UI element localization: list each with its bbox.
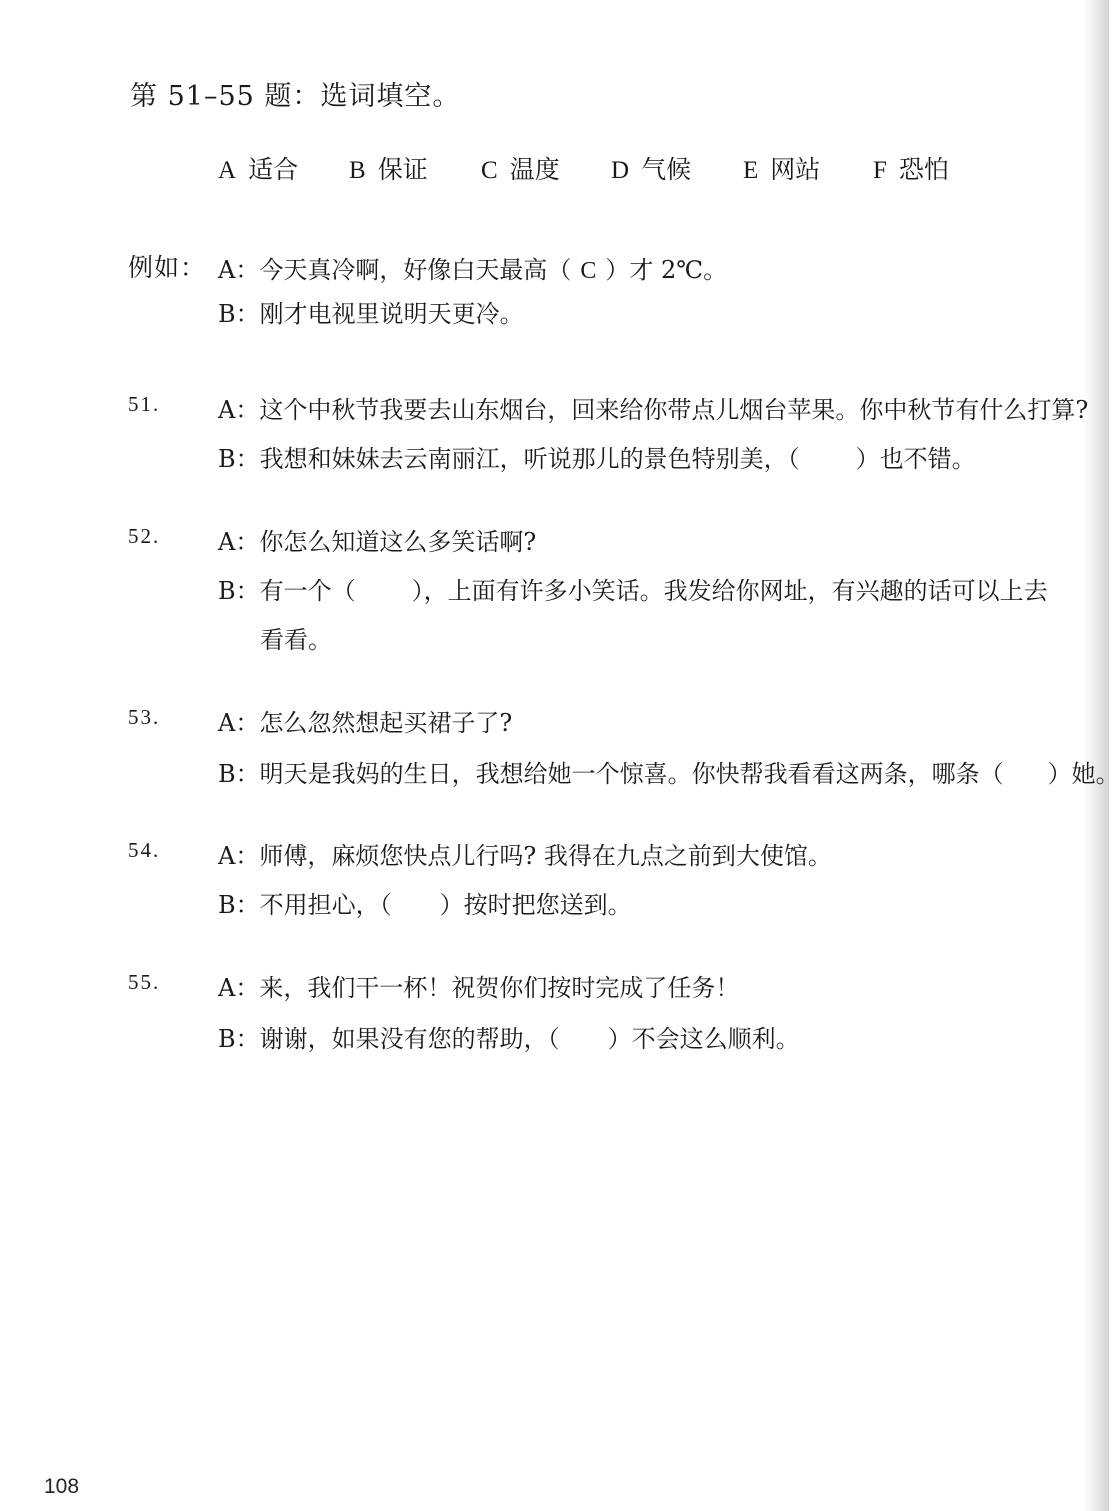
question-b-text-end: ）不会这么顺利。 <box>607 1025 800 1053</box>
option-b <box>349 150 428 186</box>
example-line-a <box>218 250 727 285</box>
option-letter: C <box>481 157 498 184</box>
example-a-text-end: ）才 2℃。 <box>605 256 728 284</box>
question-line-a: A：你怎么知道这么多笑话啊? <box>218 528 537 556</box>
question-line-b-cont: 看看。 <box>260 626 332 654</box>
question-line-b <box>218 571 1048 606</box>
option-word: 保证 <box>377 155 428 184</box>
option-c <box>481 150 560 186</box>
option-word: 网站 <box>770 155 821 184</box>
option-f <box>873 150 949 186</box>
example-line-b: B：刚才电视里说明天更冷。 <box>218 300 524 328</box>
question-line-b <box>218 439 976 474</box>
question-b-text-end: ），上面有许多小笑话。我发给你网址，有兴趣的话可以上去 <box>411 577 1048 605</box>
option-letter: D <box>611 157 630 184</box>
question-number: 51. <box>128 392 161 416</box>
option-a <box>218 150 298 186</box>
option-letter: A <box>218 157 237 184</box>
option-word: 温度 <box>509 155 560 184</box>
question-line-b <box>218 754 1120 789</box>
question-b-text-end: ）也不错。 <box>855 445 976 473</box>
question-b-text: B：明天是我妈的生日，我想给她一个惊喜。你快帮我看看这两条，哪条（ <box>218 760 1004 788</box>
option-letter: B <box>349 157 366 184</box>
example-a-text: A：今天真冷啊，好像白天最高（ <box>218 256 572 284</box>
example-label: 例如： <box>128 253 207 282</box>
question-b-text: B：不用担心，（ <box>218 891 392 919</box>
question-line-b <box>218 885 632 920</box>
question-number: 53. <box>128 705 161 729</box>
option-letter: F <box>873 157 887 184</box>
question-number: 55. <box>128 970 161 994</box>
question-line-a: A：这个中秋节我要去山东烟台，回来给你带点儿烟台苹果。你中秋节有什么打算? <box>218 396 1089 424</box>
question-number: 52. <box>128 524 161 548</box>
word-options <box>0 150 1109 190</box>
question-line-a: A：来，我们干一杯！祝贺你们按时完成了任务！ <box>218 974 740 1002</box>
question-line-b <box>218 1019 800 1054</box>
option-e <box>743 150 820 186</box>
section-title: 第 51–55 题：选词填空。 <box>130 81 461 112</box>
option-word: 气候 <box>641 155 692 184</box>
question-line-a: A：怎么忽然想起买裙子了? <box>218 709 513 737</box>
example-answer: C <box>580 258 597 284</box>
question-b-text: B：有一个（ <box>218 577 356 605</box>
question-b-text-end: ）按时把您送到。 <box>439 891 632 919</box>
option-word: 适合 <box>248 155 299 184</box>
option-d <box>611 150 691 186</box>
question-b-text-end: ）她。 <box>1047 760 1120 788</box>
page-number: 108 <box>44 1475 80 1498</box>
option-letter: E <box>743 157 759 184</box>
option-word: 恐怕 <box>898 155 949 184</box>
question-number: 54. <box>128 838 161 862</box>
question-b-text: B：我想和妹妹去云南丽江，听说那儿的景色特别美，（ <box>218 445 800 473</box>
question-line-a: A：师傅，麻烦您快点儿行吗? 我得在九点之前到大使馆。 <box>218 842 832 870</box>
question-b-text: B：谢谢，如果没有您的帮助，（ <box>218 1025 560 1053</box>
